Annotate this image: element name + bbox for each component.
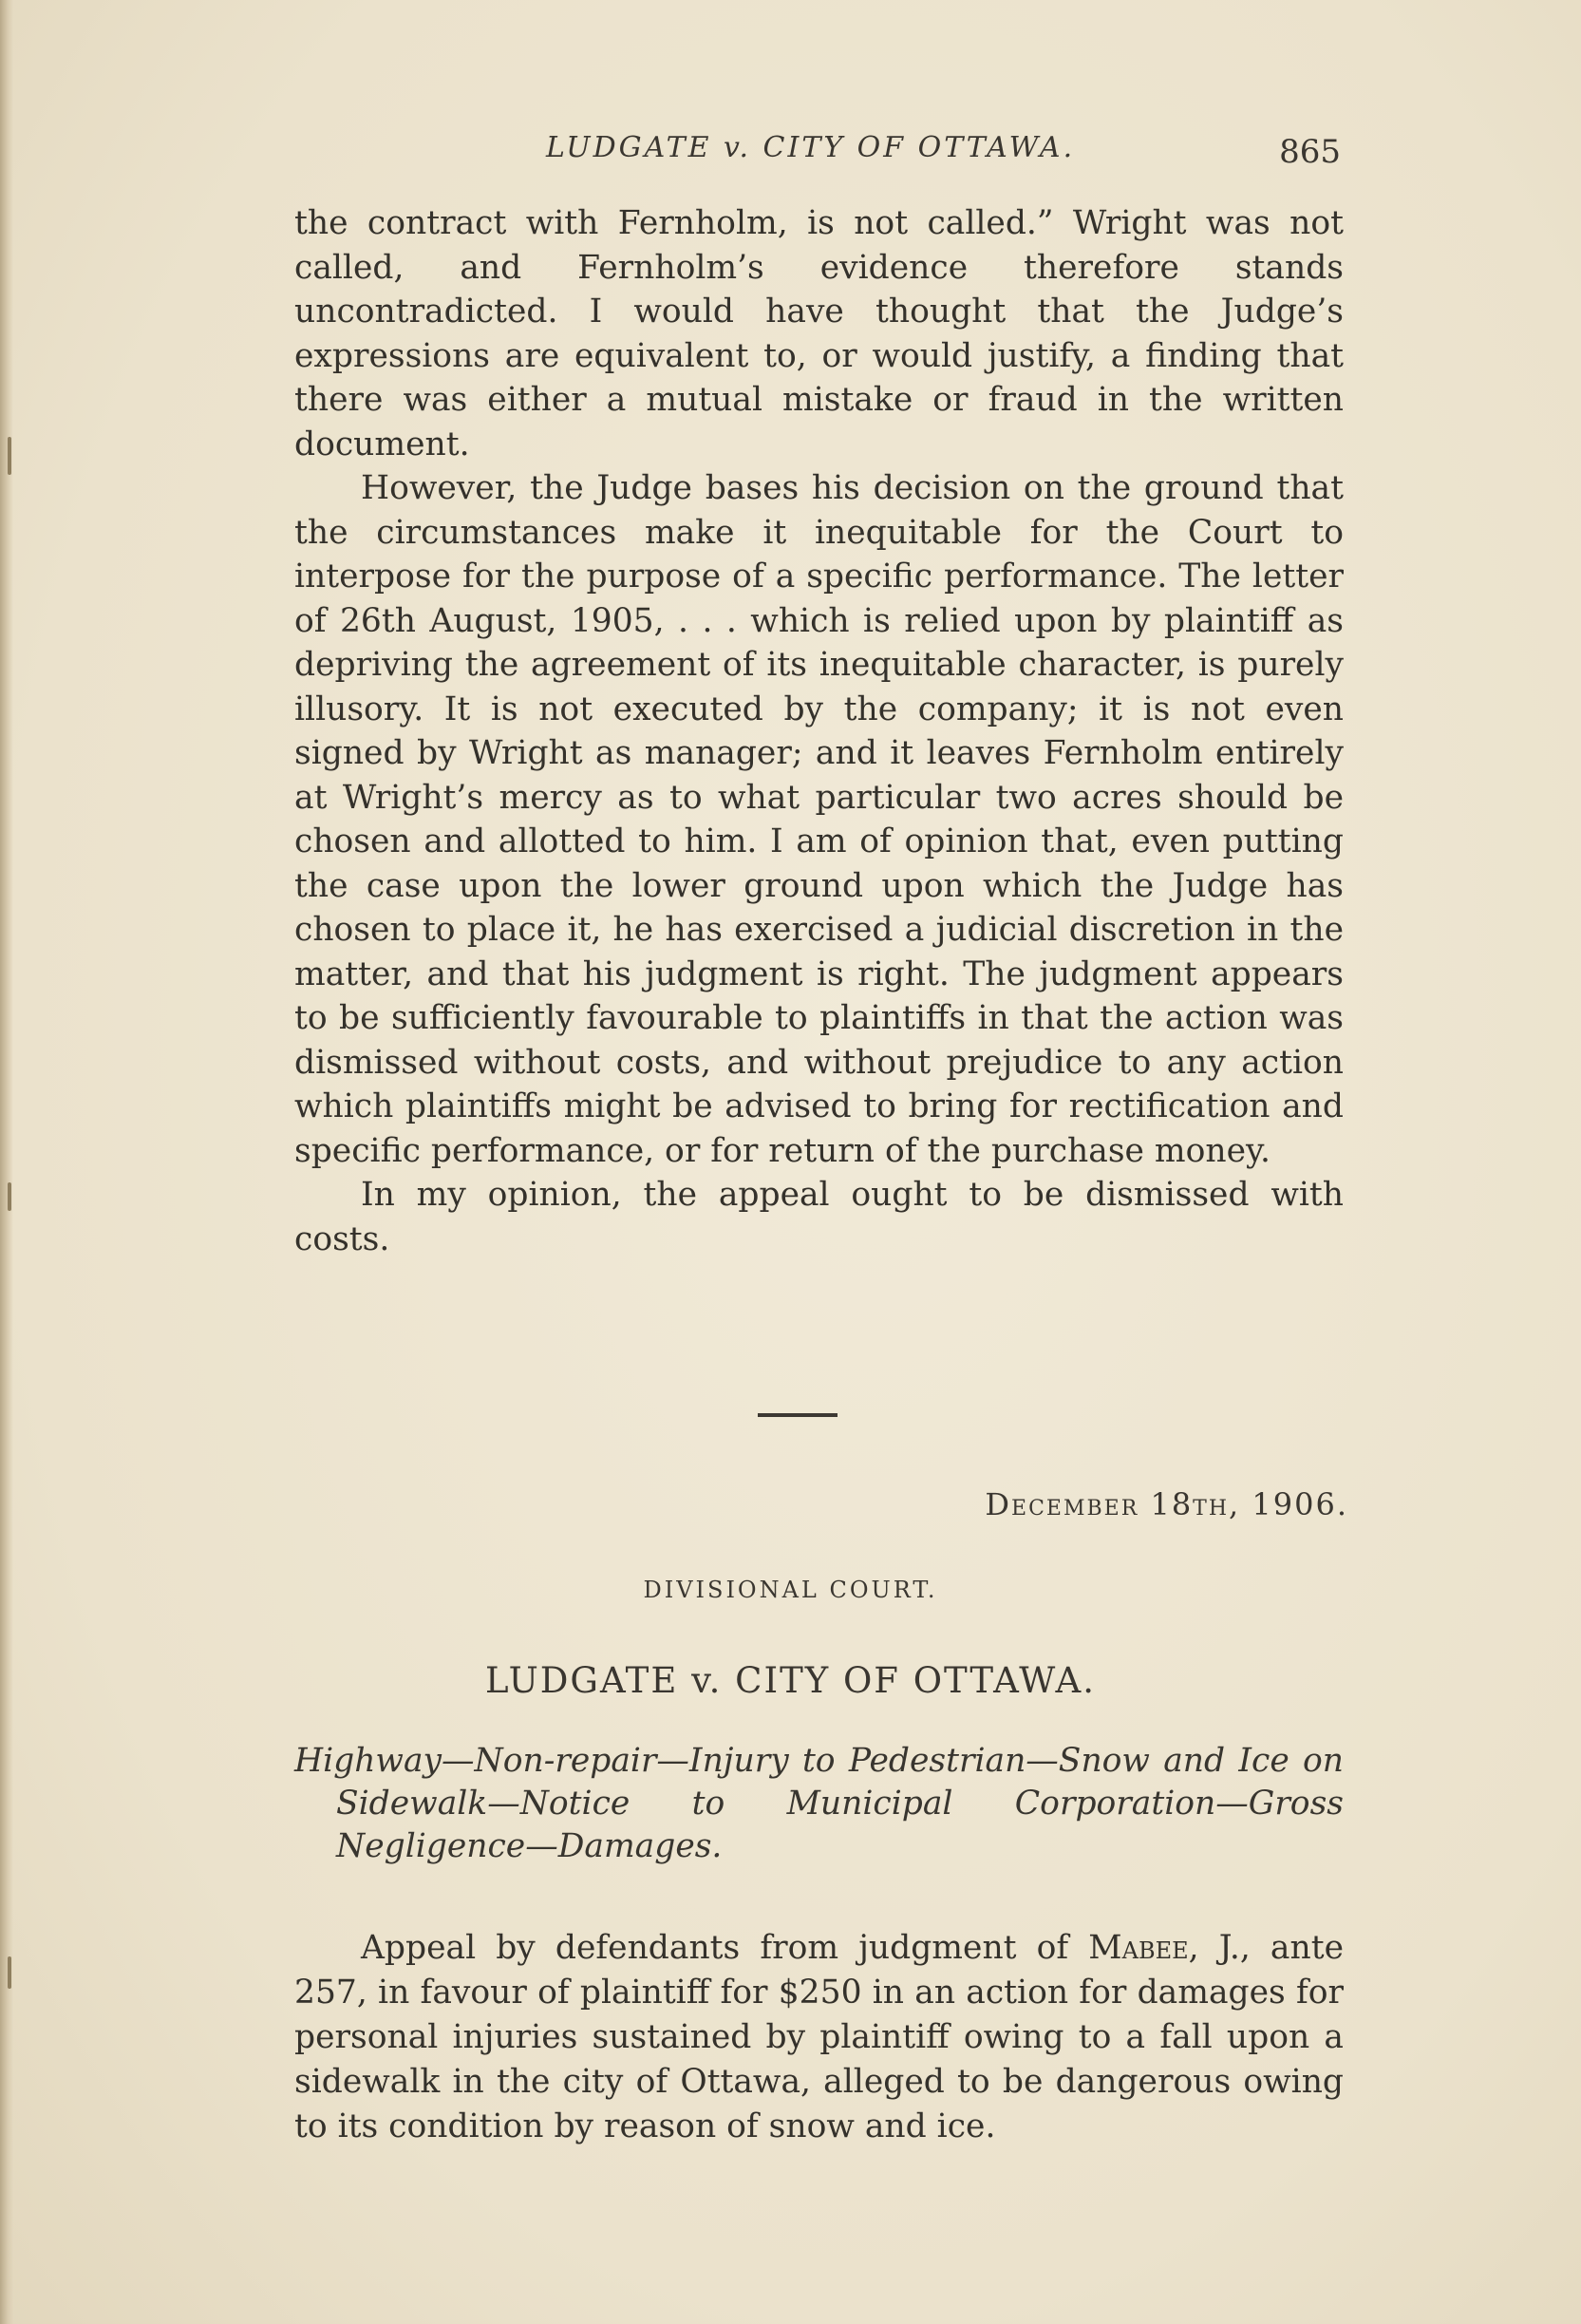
running-title: LUDGATE v. CITY OF OTTAWA. <box>546 131 1076 164</box>
paragraph: However, the Judge bases his decision on the ground that the circumstances make it inequitable for the Court to interpose for the purpose of a specific performance. The letter of 26th August, 1905, . . . which is relied upon by plaintiff as depriving the agreement of its inequitable character, is purely illusory. It is not executed by the company; it is not even signed by Wright as manager; and it leaves Fernholm entirely at Wright’s mercy as to what particular two acres should be chosen and allotted to him. I am of opinion that, even putting the case upon the lower ground upon which the Judge has chosen to place it, he has exercised a judicial discretion in the matter, and that his judgment is right. The judgment appears to be sufficiently favourable to plaintiffs in that the action was dismissed without costs, and without prejudice to any action which plaintiffs might be advised to bring for rectification and specific performance, or for return of the purchase money. <box>294 469 1344 1170</box>
case-date: December 18th, 1906. <box>985 1486 1348 1522</box>
margin-mark <box>8 1182 11 1211</box>
paragraph: the contract with Fernholm, is not called.” Wright was not called, and Fernholm’s evidence therefore stands uncontradicted. I would have thought that the Judge’s expressions are equivalent to, or would justify, a finding that there was either a mutual mistake or fraud in the written document. <box>294 204 1344 463</box>
margin-mark <box>8 1956 11 1989</box>
body-text <box>294 201 1344 1261</box>
headnote: Highway—Non-repair—Injury to Pedestrian—Snow and Ice on Sidewalk—Notice to Municipal Corporation—Gross Negligence—Damages. <box>294 1742 1344 1865</box>
appeal-paragraph <box>294 1926 1344 2149</box>
appeal-suffix: , J., ante 257, in favour of plaintiff for $250 in an action for damages for personal injuries sustained by plaintiff owing to a fall upon a sidewalk in the city of Ottawa, alleged to be dangerous owing to its condition by reason of snow and ice. <box>294 1929 1344 2145</box>
court-name: DIVISIONAL COURT. <box>643 1577 938 1603</box>
judge-name: Mabee <box>1088 1929 1189 1967</box>
page-number: 865 <box>1279 133 1341 171</box>
appeal-prefix: Appeal by defendants from judgment of <box>361 1929 1089 1967</box>
margin-mark <box>8 437 11 475</box>
running-head <box>294 127 1358 175</box>
section-divider <box>758 1413 838 1417</box>
paragraph: In my opinion, the appeal ought to be dismissed with costs. <box>294 1176 1344 1258</box>
case-title: LUDGATE v. CITY OF OTTAWA. <box>485 1660 1096 1701</box>
